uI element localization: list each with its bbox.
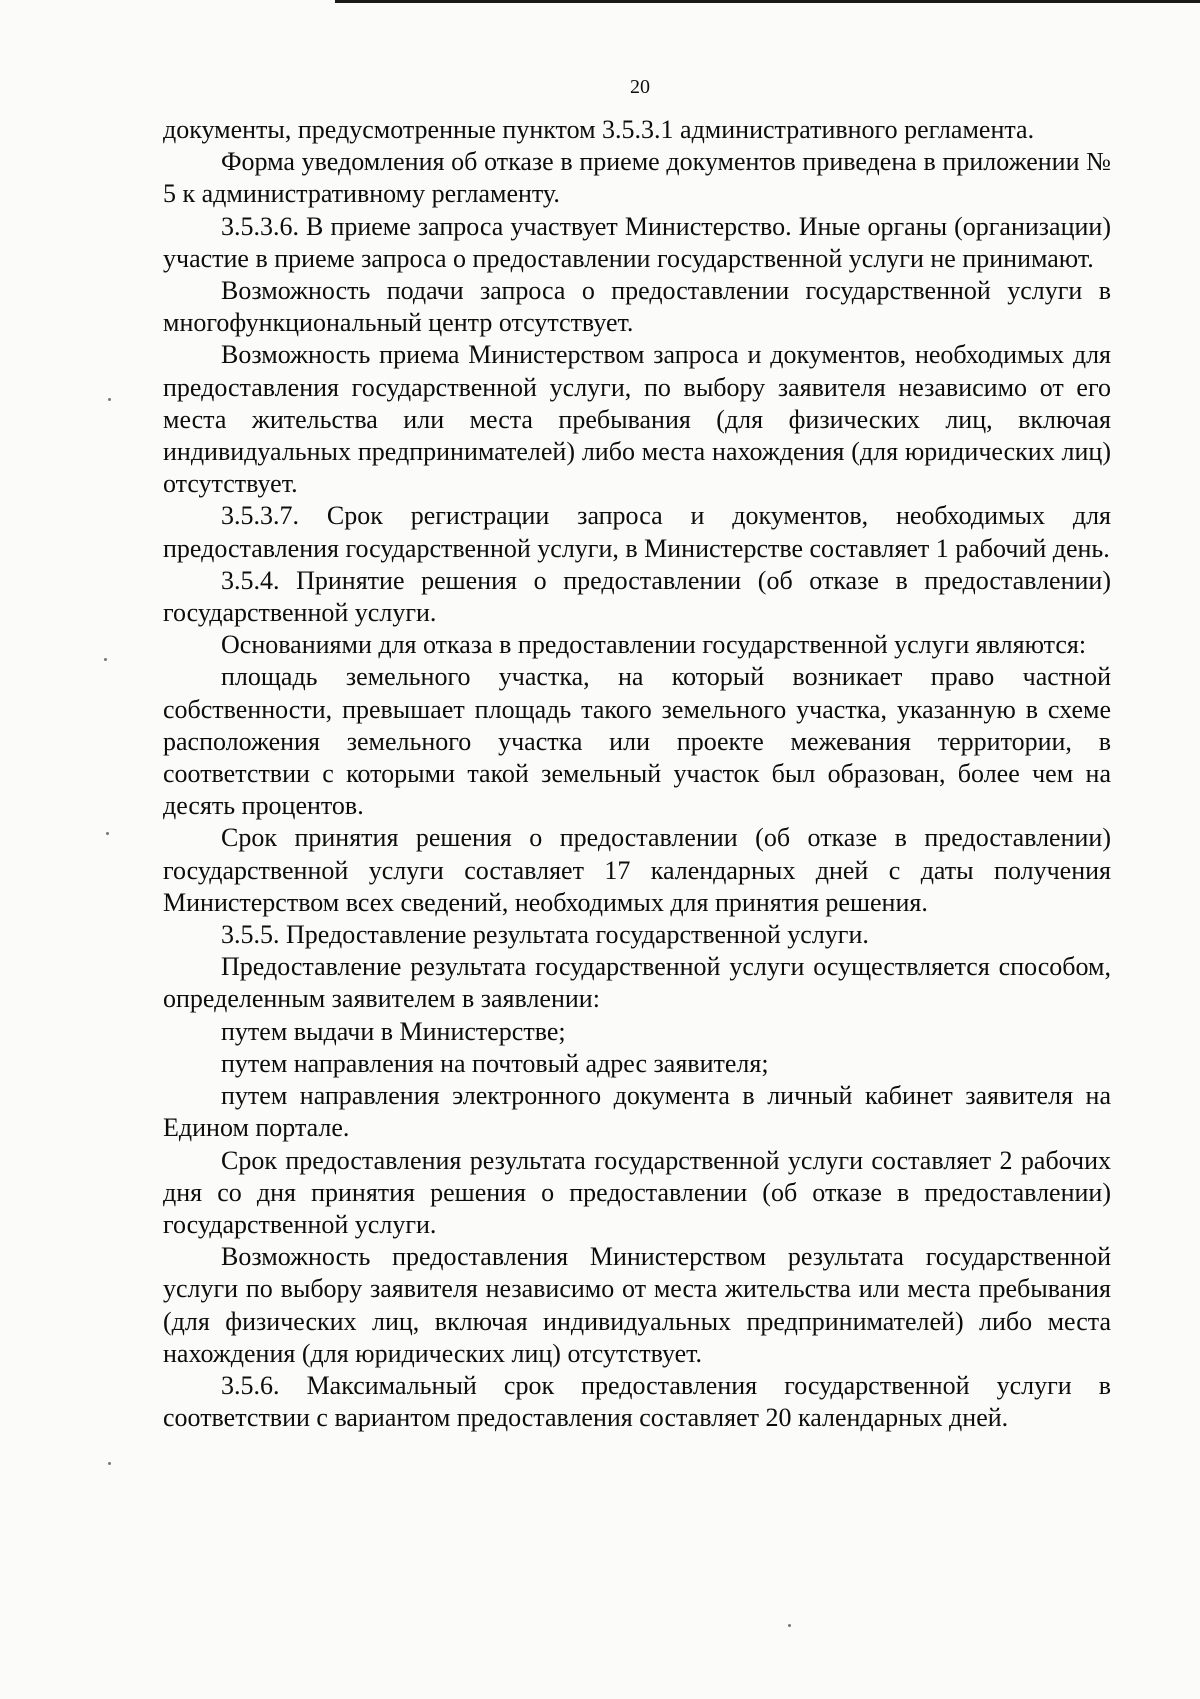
- paragraph: Форма уведомления об отказе в приеме документов приведена в приложении № 5 к административному регламенту.: [163, 147, 1111, 209]
- scan-speck: [108, 398, 111, 401]
- paragraph: 3.5.3.6. В приеме запроса участвует Министерство. Иные органы (организации) участие в приеме запроса о предоставлении государственной услуги не принимают.: [163, 211, 1111, 273]
- scan-speck: [788, 1624, 791, 1627]
- scan-speck: [108, 1462, 111, 1465]
- paragraph: Срок предоставления результата государственной услуги составляет 2 рабочих дня со дня принятия решения о предоставлении (об отказе в предоставлении) государственной услуги.: [163, 1145, 1111, 1239]
- document-body: [163, 114, 1111, 1434]
- paragraph: площадь земельного участка, на который возникает право частной собственности, превышает площадь такого земельного участка, указанную в схеме расположения земельного участка или проекте межевания территории, в соответствии с которыми такой земельный участок был образован, более чем на десять процентов.: [163, 662, 1111, 821]
- paragraph: Возможность подачи запроса о предоставлении государственной услуги в многофункциональный центр отсутствует.: [163, 276, 1111, 338]
- paragraph: 3.5.4. Принятие решения о предоставлении (об отказе в предоставлении) государственной услуги.: [163, 565, 1111, 628]
- paragraph: 3.5.6. Максимальный срок предоставления государственной услуги в соответствии с вариантом предоставления составляет 20 календарных дней.: [163, 1370, 1111, 1433]
- paragraph: Возможность предоставления Министерством результата государственной услуги по выбору заявителя независимо от места жительства или места пребывания (для физических лиц, включая индивидуальных предпринимателей) либо места нахождения (для юридических лиц) отсутствует.: [163, 1242, 1111, 1368]
- paragraph: путем направления электронного документа в личный кабинет заявителя на Едином портале.: [163, 1081, 1111, 1143]
- paragraph: Возможность приема Министерством запроса и документов, необходимых для предоставления государственной услуги, по выбору заявителя независимо от его места жительства или места пребывания (для физических лиц, включая индивидуальных предпринимателей) либо места нахождения (для юридических лиц) отсутствует.: [163, 340, 1111, 499]
- paragraph: 3.5.3.7. Срок регистрации запроса и документов, необходимых для предоставления государственной услуги, в Министерстве составляет 1 рабочий день.: [163, 501, 1111, 563]
- paragraph: 3.5.5. Предоставление результата государственной услуги.: [221, 920, 869, 950]
- paragraph: Основаниями для отказа в предоставлении государственной услуги являются:: [221, 630, 1087, 660]
- scan-speck: [104, 658, 107, 661]
- paragraph: документы, предусмотренные пунктом 3.5.3.1 административного регламента.: [163, 115, 1035, 144]
- paragraph: Предоставление результата государственной услуги осуществляется способом, определенным заявителем в заявлении:: [163, 952, 1111, 1014]
- paragraph: Срок принятия решения о предоставлении (об отказе в предоставлении) государственной услуги составляет 17 календарных дней с даты получения Министерством всех сведений, необходимых для принятия решения.: [163, 823, 1111, 917]
- scan-top-border: [335, 0, 1200, 3]
- page-number: 20: [630, 76, 650, 98]
- scan-speck: [106, 832, 109, 835]
- paragraph: путем выдачи в Министерстве;: [221, 1016, 566, 1046]
- paragraph: путем направления на почтовый адрес заявителя;: [221, 1048, 769, 1078]
